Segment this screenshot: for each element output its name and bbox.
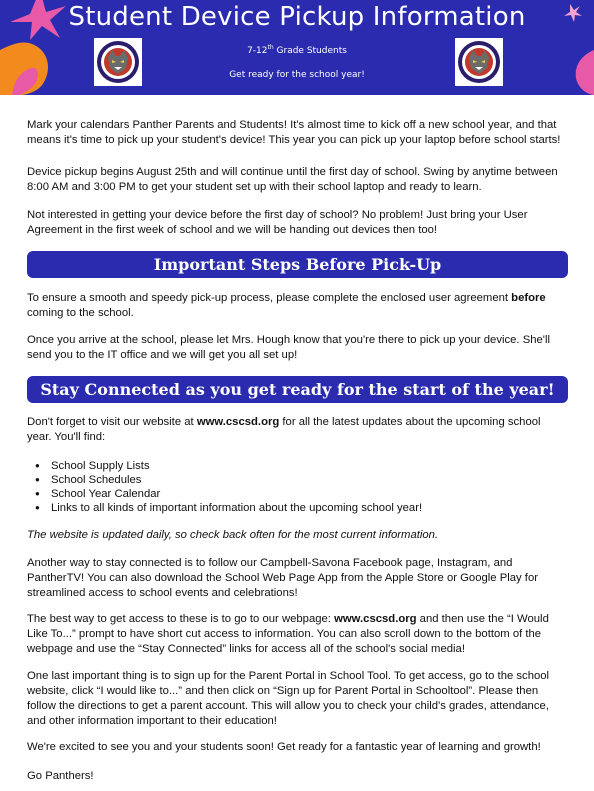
list-item: ● School Year Calendar	[27, 487, 565, 501]
steps-paragraph-2	[27, 333, 565, 363]
steps-text-1a: To ensure a smooth and speedy pick-up process, please complete the enclosed user agreement	[27, 292, 512, 304]
update-note-text: The website is updated daily, so check back often for the most current information.	[27, 529, 439, 541]
closing-text: We're excited to see you and your students soon! Get ready for a fantastic year of learning and growth!	[27, 741, 541, 753]
intro-paragraph-3	[27, 208, 565, 238]
grade-superscript: th	[267, 44, 274, 51]
resource-list	[27, 459, 565, 515]
intro-text-1: Mark your calendars Panther Parents and Students! It's almost time to kick off a new school year, and that means it's time to pick up your student's device! This year you can pick up your laptop before school starts!	[27, 119, 561, 146]
connected-text-3	[27, 612, 565, 657]
connected-paragraph-1	[27, 415, 565, 445]
panther-logo-right	[455, 38, 503, 86]
connected-text-1	[27, 415, 565, 445]
list-item: ● School Schedules	[27, 473, 565, 487]
website-link-2[interactable]: www.cscsd.org	[334, 613, 417, 625]
connected-paragraph-2	[27, 556, 565, 601]
grade-prefix: 7-12	[247, 46, 268, 56]
connected-paragraph-3	[27, 612, 565, 657]
parent-portal-text: One last important thing is to sign up for the Parent Portal in School Tool. To get access, go to the school website, click “I would like to...” and then click on “Sign up for Parent Portal in Schooltool”. Please then follow the directions to get a parent account. This will allow you to check your child's grades, attendance, and other information important to their education!	[27, 670, 550, 727]
intro-paragraph-2	[27, 165, 565, 195]
page-title: Student Device Pickup Information	[68, 2, 526, 32]
connected-text-1a: Don't forget to visit our website at	[27, 416, 197, 428]
steps-text-1c: coming to the school.	[27, 307, 134, 319]
panther-logo-left	[94, 38, 142, 86]
parent-portal-paragraph	[27, 669, 565, 729]
header-banner	[0, 0, 594, 95]
header-tagline: Get ready for the school year!	[229, 70, 365, 80]
intro-text-3: Not interested in getting your device before the first day of school? No problem! Just bring your User Agreement in the first week of school and we will be handing out devices then too!	[27, 209, 528, 236]
grade-suffix: Grade Students	[273, 46, 347, 56]
update-note	[27, 528, 565, 543]
steps-text-2: Once you arrive at the school, please let Mrs. Hough know that you're there to pick up your device. She'll send you to the IT office and we will get you all set up!	[27, 334, 550, 361]
connected-text-2: Another way to stay connected is to follow our Campbell-Savona Facebook page, Instagram, and PantherTV! You can also download the School Web Page App from the Apple Store or Google Play for streamlined access to school events and celebrations!	[27, 557, 538, 599]
intro-text-2: Device pickup begins August 25th and will continue until the first day of school. Swing by anytime between 8:00 AM and 3:00 PM to get your student set up with their school laptop and ready to learn.	[27, 166, 558, 193]
website-link[interactable]: www.cscsd.org	[196, 416, 280, 428]
connected-text-3a: The best way to get access to these is to go to our webpage:	[27, 613, 335, 625]
steps-emphasis-before: before	[511, 292, 546, 304]
intro-paragraph-1	[27, 118, 565, 148]
section-banner-stay-connected: Stay Connected as you get ready for the start of the year!	[27, 376, 568, 403]
connected-text-3c: and then use the “I Would Like To...” prompt to have short cut access to information. You can also scroll down to the bottom of the webpage and use the “Stay Connected” links for access all of the school's social media!	[27, 613, 549, 655]
list-item: ● School Supply Lists	[27, 459, 565, 473]
steps-paragraph-1	[27, 291, 565, 321]
steps-text-1	[27, 291, 565, 321]
closing-paragraph	[27, 740, 565, 755]
list-item: ● Links to all kinds of important information about the upcoming school year!	[27, 501, 565, 515]
sign-off	[27, 769, 565, 784]
grade-subtitle	[0, 44, 594, 56]
connected-text-1c: for all the latest updates about the upcoming school year. You'll find:	[27, 416, 541, 443]
sign-off-text: Go Panthers!	[27, 770, 94, 782]
section-banner-important-steps: Important Steps Before Pick-Up	[27, 251, 568, 278]
